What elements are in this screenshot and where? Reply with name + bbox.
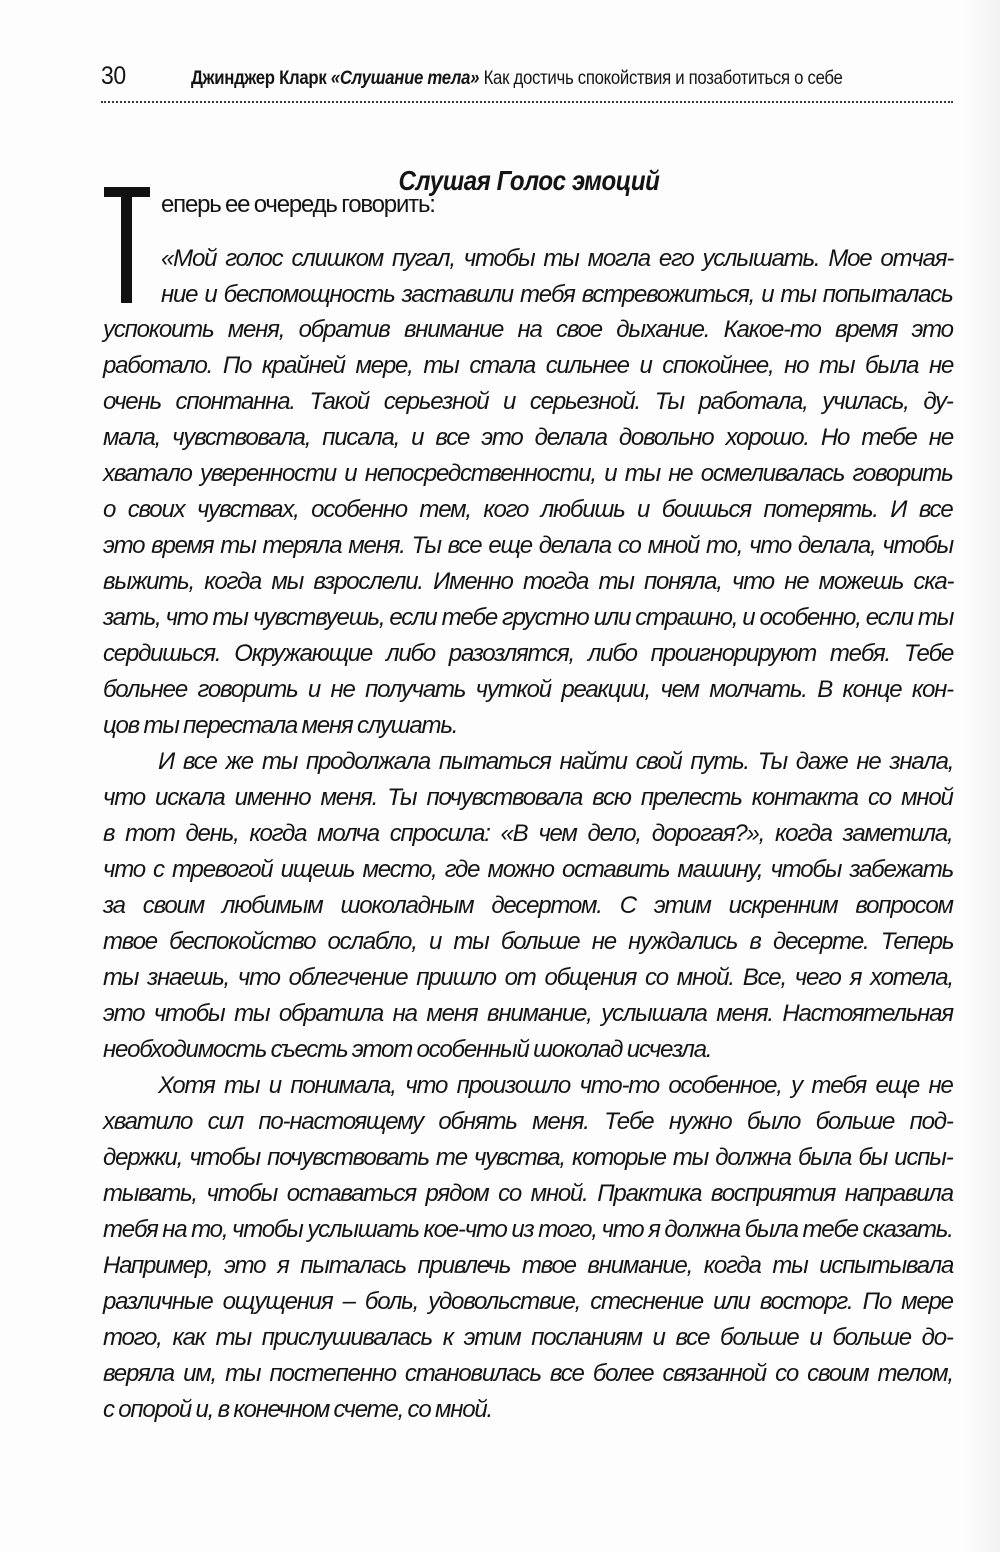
text-line: за своим любимым шоколадным десертом. С этим искренним вопросом <box>103 892 953 919</box>
text-line: необходимость съесть этот особенный шоколад исчезла. <box>103 1036 712 1063</box>
text-line: Например, это я пыталась привлечь твое внимание, когда ты испытывала <box>103 1252 954 1279</box>
text-line: тебя на то, чтобы услышать кое-что из того, что я должна была тебе сказать. <box>103 1216 953 1243</box>
text-line: различные ощущения – боль, удовольствие, стеснение или восторг. По мере <box>103 1288 953 1315</box>
text-line: больнее говорить и не получать чуткой реакции, чем молчать. В конце кон- <box>103 676 953 703</box>
text-line: что с тревогой ищешь место, где можно оставить машину, чтобы забежать <box>103 856 954 883</box>
text-line: тывать, чтобы оставаться рядом со мной. Практика восприятия направила <box>103 1180 953 1207</box>
text-line: мала, чувствовала, писала, и все это делала довольно хорошо. Но тебе не <box>103 424 953 451</box>
text-line: «Мой голос слишком пугал, чтобы ты могла его услышать. Мое отчая- <box>161 245 954 272</box>
header-author: Джинджер Кларк <box>191 67 327 89</box>
text-line: с опорой и, в конечном счете, со мной. <box>103 1396 492 1423</box>
text-line: хватало уверенности и непосредственности, и ты не осмеливалась говорить <box>103 460 953 487</box>
text-line: очень спонтанна. Такой серьезной и серьезной. Ты работала, училась, ду- <box>103 388 953 415</box>
header-book-title: «Слушание тела» <box>330 67 480 89</box>
text-line: о своих чувствах, особенно тем, кого любишь и боишься потерять. И все <box>103 496 953 523</box>
text-line: это время ты теряла меня. Ты все еще делала со мной то, что делала, чтобы <box>103 532 953 559</box>
text-line: работало. По крайней мере, ты стала сильнее и спокойнее, но ты была не <box>103 352 954 379</box>
text-line: сердишься. Окружающие либо разозлятся, либо проигнорируют тебя. Тебе <box>103 640 954 667</box>
text-line: веряла им, ты постепенно становилась все более связанной со своим телом, <box>103 1360 953 1387</box>
page-number: 30 <box>101 62 126 90</box>
text-line: твое беспокойство ослабло, и ты больше не нуждались в десерте. Теперь <box>103 928 954 955</box>
text-line: того, как ты прислушивалась к этим посланиям и все больше и больше до- <box>103 1324 953 1351</box>
text-line: хватило сил по-настоящему обнять меня. Тебе нужно было больше под- <box>103 1108 953 1135</box>
text-line: держки, чтобы почувствовать те чувства, которые ты должна была бы испы- <box>103 1144 953 1171</box>
text-line: И все же ты продолжала пытаться найти свой путь. Ты даже не знала, <box>158 748 954 775</box>
text-line: ты знаешь, что облегчение пришло от общения со мной. Все, чего я хотела, <box>103 964 953 991</box>
section-title: Слушая Голос эмоций <box>398 165 660 197</box>
text-line: это чтобы ты обратила на меня внимание, услышала меня. Настоятельная <box>103 1000 953 1027</box>
text-line: зать, что ты чувствуешь, если тебе грустно или страшно, и особенно, если ты <box>103 604 954 631</box>
text-line: в тот день, когда молча спросила: «В чем дело, дорогая?», когда заметила, <box>103 820 953 847</box>
text-line: ние и беспомощность заставили тебя встревожиться, и ты попыталась <box>161 281 953 308</box>
text-line: еперь ее очередь говорить: <box>161 191 435 218</box>
text-line: Хотя ты и понимала, что произошло что-то особенное, у тебя еще не <box>158 1072 953 1099</box>
text-line: что искала именно меня. Ты почувствовала всю прелесть контакта со мной <box>103 784 953 811</box>
text-line: успокоить меня, обратив внимание на свое дыхание. Какое-то время это <box>103 316 953 343</box>
text-line: выжить, когда мы взрослели. Именно тогда ты поняла, что не можешь ска- <box>103 568 954 595</box>
header-subtitle: Как достичь спокойствия и позаботиться о себе <box>483 67 843 89</box>
text-line: цов ты перестала меня слушать. <box>103 712 458 739</box>
